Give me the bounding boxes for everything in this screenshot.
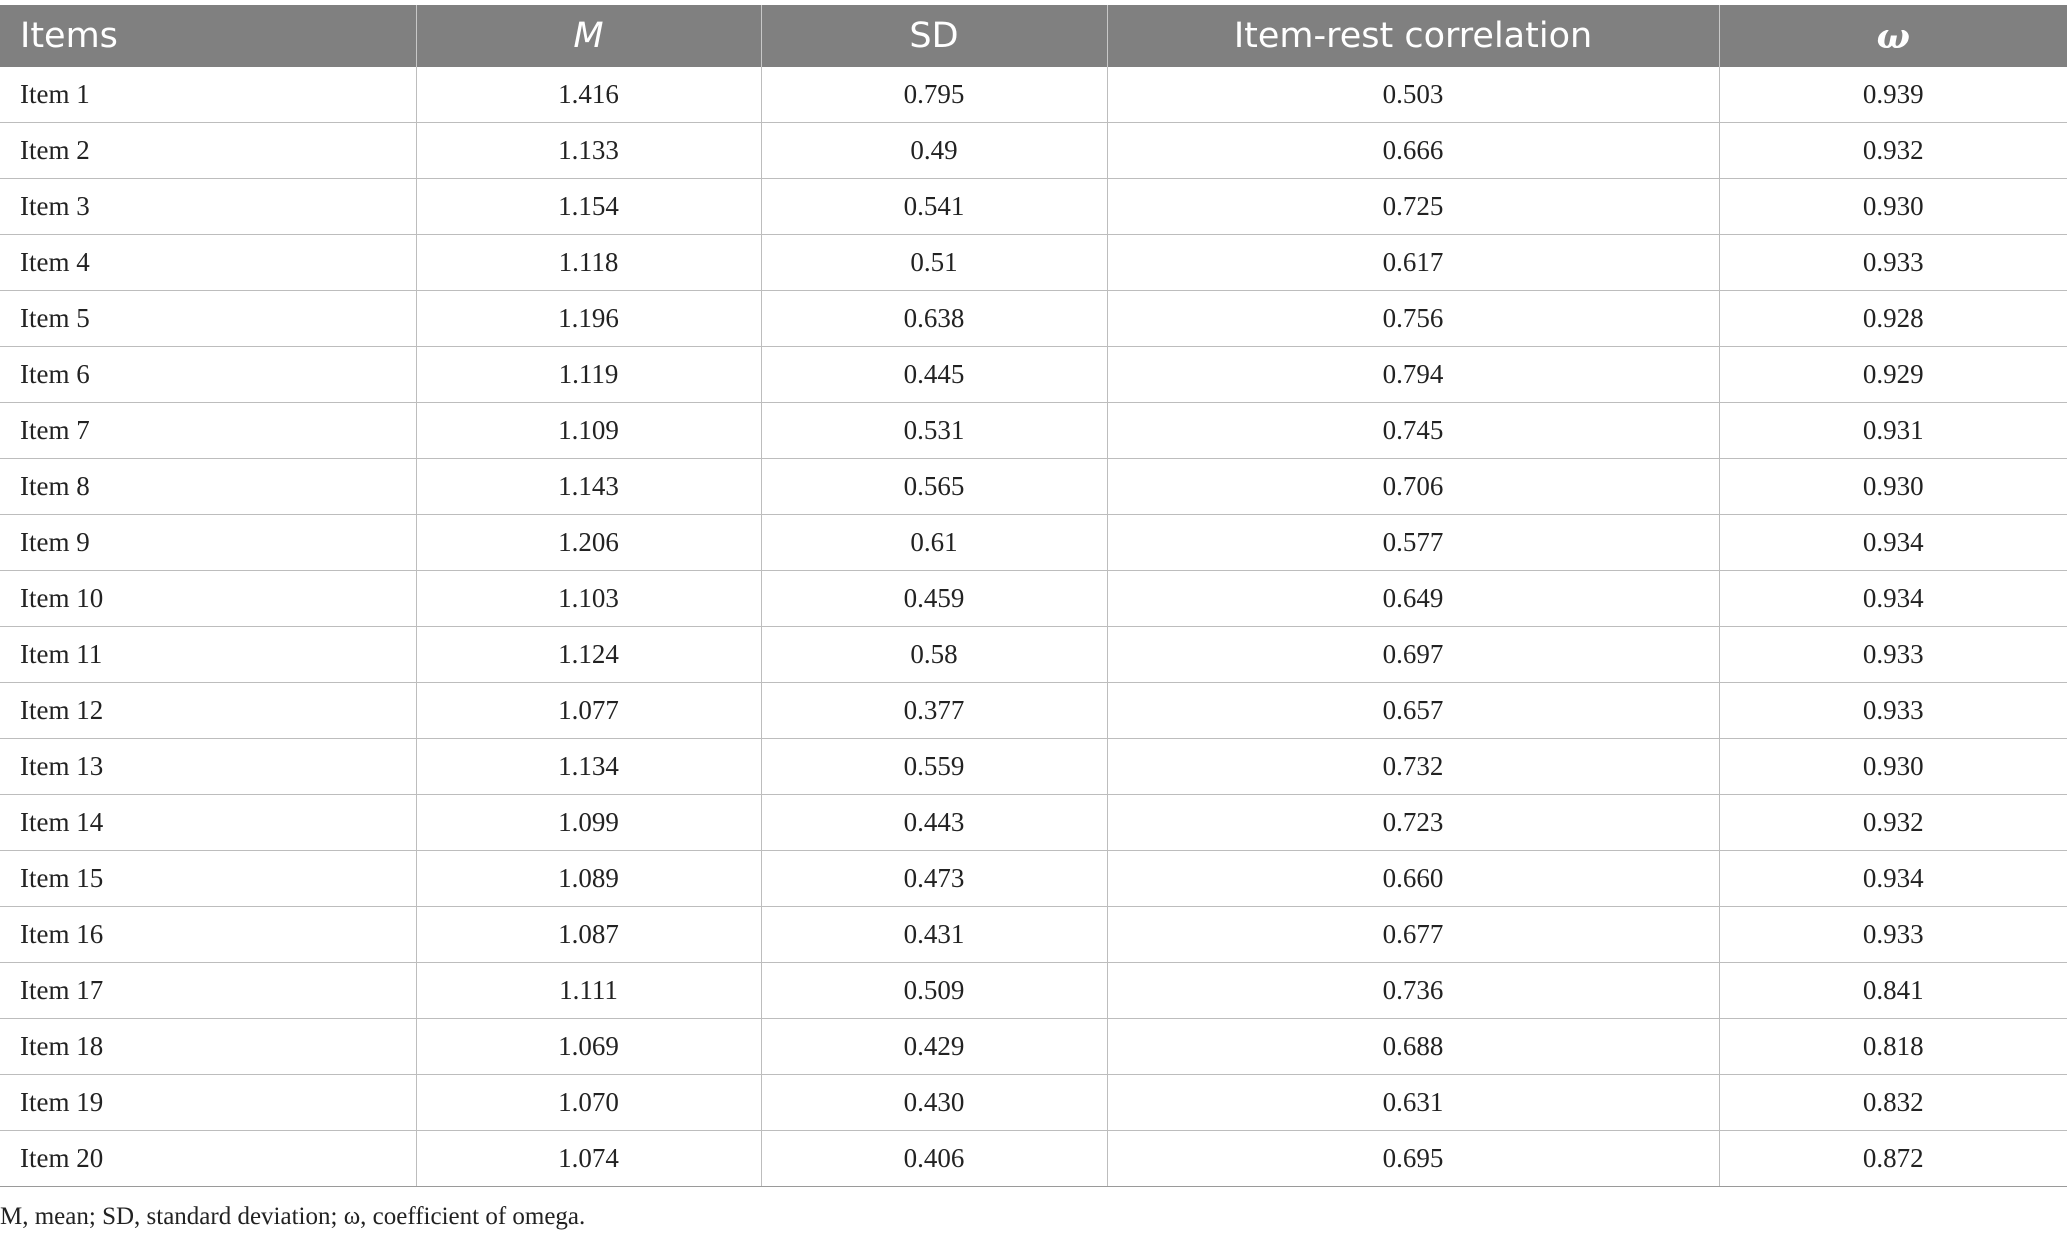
cell-omega: 0.818 [1719, 1019, 2067, 1075]
cell-item: Item 16 [0, 907, 416, 963]
cell-omega: 0.933 [1719, 235, 2067, 291]
header-item-rest-correlation: Item-rest correlation [1107, 5, 1719, 67]
cell-mean: 1.087 [416, 907, 761, 963]
cell-mean: 1.099 [416, 795, 761, 851]
table-row [0, 123, 2067, 179]
cell-item-rest-correlation: 0.695 [1107, 1131, 1719, 1187]
cell-item-rest-correlation: 0.503 [1107, 67, 1719, 123]
cell-item-rest-correlation: 0.706 [1107, 459, 1719, 515]
cell-sd: 0.459 [761, 571, 1107, 627]
cell-item-rest-correlation: 0.723 [1107, 795, 1719, 851]
cell-mean: 1.154 [416, 179, 761, 235]
cell-item-rest-correlation: 0.617 [1107, 235, 1719, 291]
cell-item: Item 3 [0, 179, 416, 235]
cell-mean: 1.089 [416, 851, 761, 907]
cell-item-rest-correlation: 0.697 [1107, 627, 1719, 683]
table-row [0, 291, 2067, 347]
cell-omega: 0.933 [1719, 627, 2067, 683]
cell-omega: 0.932 [1719, 123, 2067, 179]
table-row [0, 67, 2067, 123]
cell-sd: 0.541 [761, 179, 1107, 235]
cell-omega: 0.939 [1719, 67, 2067, 123]
cell-sd: 0.473 [761, 851, 1107, 907]
table-row [0, 1131, 2067, 1187]
cell-sd: 0.429 [761, 1019, 1107, 1075]
cell-item: Item 2 [0, 123, 416, 179]
table-row [0, 179, 2067, 235]
header-mean: M [416, 5, 761, 67]
cell-mean: 1.111 [416, 963, 761, 1019]
cell-item-rest-correlation: 0.677 [1107, 907, 1719, 963]
cell-item: Item 15 [0, 851, 416, 907]
table-row [0, 1019, 2067, 1075]
cell-omega: 0.928 [1719, 291, 2067, 347]
cell-sd: 0.377 [761, 683, 1107, 739]
cell-mean: 1.143 [416, 459, 761, 515]
cell-sd: 0.531 [761, 403, 1107, 459]
cell-item: Item 4 [0, 235, 416, 291]
cell-sd: 0.509 [761, 963, 1107, 1019]
cell-item: Item 1 [0, 67, 416, 123]
table-row [0, 851, 2067, 907]
cell-mean: 1.133 [416, 123, 761, 179]
table-row [0, 571, 2067, 627]
cell-item: Item 19 [0, 1075, 416, 1131]
cell-omega: 0.930 [1719, 739, 2067, 795]
table-body [0, 67, 2067, 1187]
cell-item-rest-correlation: 0.725 [1107, 179, 1719, 235]
cell-item: Item 20 [0, 1131, 416, 1187]
cell-sd: 0.431 [761, 907, 1107, 963]
cell-sd: 0.638 [761, 291, 1107, 347]
table-header-row [0, 5, 2067, 67]
cell-omega: 0.934 [1719, 851, 2067, 907]
cell-item-rest-correlation: 0.631 [1107, 1075, 1719, 1131]
cell-item: Item 18 [0, 1019, 416, 1075]
table-row [0, 1075, 2067, 1131]
table-row [0, 515, 2067, 571]
cell-item: Item 5 [0, 291, 416, 347]
cell-sd: 0.795 [761, 67, 1107, 123]
cell-mean: 1.118 [416, 235, 761, 291]
cell-sd: 0.430 [761, 1075, 1107, 1131]
cell-omega: 0.932 [1719, 795, 2067, 851]
cell-sd: 0.559 [761, 739, 1107, 795]
table-row [0, 347, 2067, 403]
cell-omega: 0.934 [1719, 515, 2067, 571]
cell-item: Item 6 [0, 347, 416, 403]
cell-omega: 0.832 [1719, 1075, 2067, 1131]
cell-omega: 0.931 [1719, 403, 2067, 459]
cell-item: Item 17 [0, 963, 416, 1019]
table-row [0, 459, 2067, 515]
cell-omega: 0.929 [1719, 347, 2067, 403]
cell-item: Item 9 [0, 515, 416, 571]
cell-item: Item 13 [0, 739, 416, 795]
cell-item: Item 8 [0, 459, 416, 515]
cell-item-rest-correlation: 0.577 [1107, 515, 1719, 571]
cell-item: Item 10 [0, 571, 416, 627]
cell-item-rest-correlation: 0.660 [1107, 851, 1719, 907]
cell-item-rest-correlation: 0.745 [1107, 403, 1719, 459]
cell-mean: 1.206 [416, 515, 761, 571]
cell-omega: 0.930 [1719, 179, 2067, 235]
cell-sd: 0.443 [761, 795, 1107, 851]
cell-mean: 1.109 [416, 403, 761, 459]
cell-item-rest-correlation: 0.649 [1107, 571, 1719, 627]
table-row [0, 683, 2067, 739]
header-sd: SD [761, 5, 1107, 67]
cell-omega: 0.841 [1719, 963, 2067, 1019]
cell-omega: 0.872 [1719, 1131, 2067, 1187]
cell-item: Item 14 [0, 795, 416, 851]
cell-item-rest-correlation: 0.756 [1107, 291, 1719, 347]
cell-item-rest-correlation: 0.732 [1107, 739, 1719, 795]
cell-mean: 1.134 [416, 739, 761, 795]
cell-omega: 0.933 [1719, 907, 2067, 963]
cell-item: Item 12 [0, 683, 416, 739]
table-row [0, 739, 2067, 795]
table-row [0, 907, 2067, 963]
table-footnote: M, mean; SD, standard deviation; ω, coefficient of omega. [0, 1203, 586, 1230]
header-omega: ω [1719, 5, 2067, 67]
cell-item: Item 7 [0, 403, 416, 459]
cell-mean: 1.416 [416, 67, 761, 123]
cell-mean: 1.069 [416, 1019, 761, 1075]
item-statistics-table [0, 5, 2067, 1187]
table-row [0, 963, 2067, 1019]
cell-mean: 1.119 [416, 347, 761, 403]
table-row [0, 795, 2067, 851]
table-row [0, 627, 2067, 683]
cell-mean: 1.077 [416, 683, 761, 739]
cell-item-rest-correlation: 0.736 [1107, 963, 1719, 1019]
table-row [0, 403, 2067, 459]
cell-item-rest-correlation: 0.688 [1107, 1019, 1719, 1075]
cell-item-rest-correlation: 0.657 [1107, 683, 1719, 739]
cell-mean: 1.074 [416, 1131, 761, 1187]
cell-item-rest-correlation: 0.794 [1107, 347, 1719, 403]
table-row [0, 235, 2067, 291]
cell-sd: 0.61 [761, 515, 1107, 571]
cell-sd: 0.49 [761, 123, 1107, 179]
cell-item: Item 11 [0, 627, 416, 683]
cell-omega: 0.933 [1719, 683, 2067, 739]
cell-mean: 1.196 [416, 291, 761, 347]
cell-item-rest-correlation: 0.666 [1107, 123, 1719, 179]
cell-sd: 0.565 [761, 459, 1107, 515]
cell-sd: 0.406 [761, 1131, 1107, 1187]
cell-omega: 0.934 [1719, 571, 2067, 627]
cell-mean: 1.124 [416, 627, 761, 683]
cell-sd: 0.58 [761, 627, 1107, 683]
header-items: Items [0, 5, 416, 67]
cell-sd: 0.51 [761, 235, 1107, 291]
cell-mean: 1.070 [416, 1075, 761, 1131]
cell-omega: 0.930 [1719, 459, 2067, 515]
cell-mean: 1.103 [416, 571, 761, 627]
cell-sd: 0.445 [761, 347, 1107, 403]
